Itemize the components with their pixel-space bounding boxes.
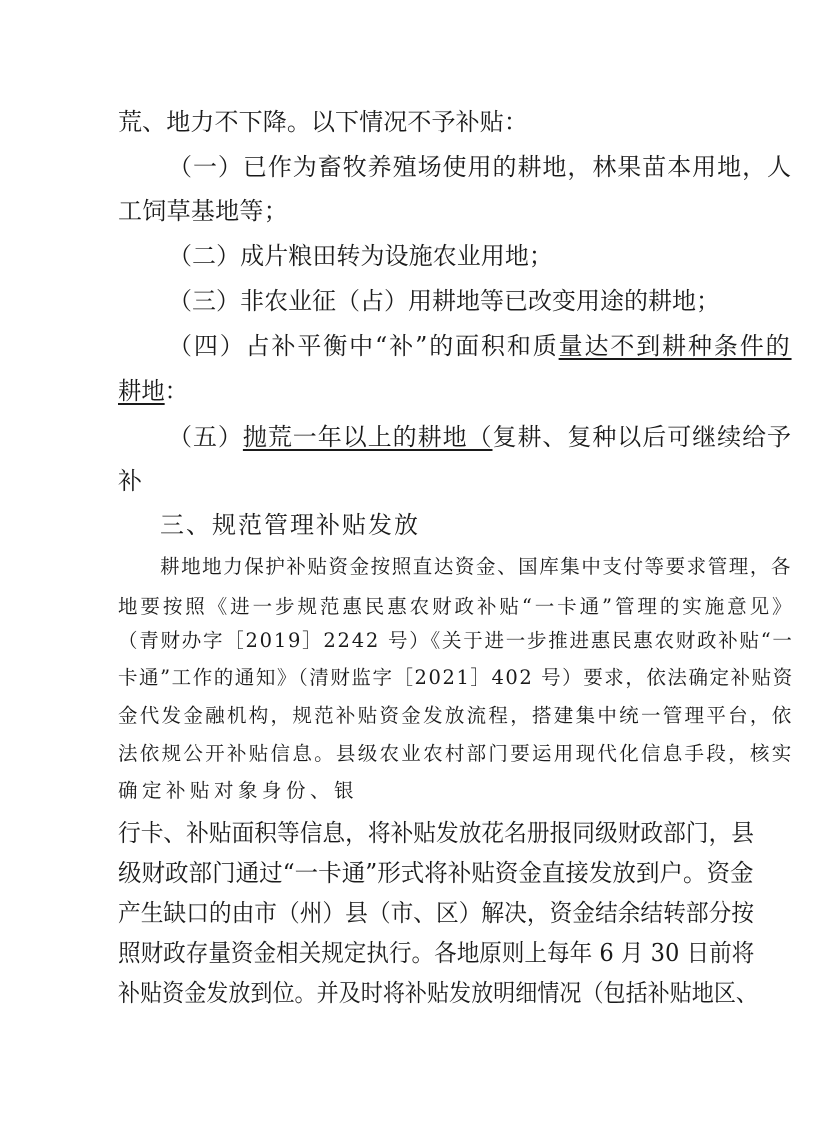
paragraph-line bbox=[118, 778, 358, 804]
text-segment: 耕地地力保护补贴资金按照直达资金、国库集中支付等要求管理，各 bbox=[160, 555, 793, 578]
text-segment: 三、规范管理补贴发放 bbox=[160, 511, 420, 539]
text-segment: 确定补贴对象身份、银 bbox=[118, 779, 359, 802]
paragraph-line bbox=[118, 741, 794, 767]
text-segment: 补贴资金发放到位。并及时将补贴发放明细情况（包括补贴地区、 bbox=[118, 979, 758, 1007]
text-segment: 照财政存量资金相关规定执行。各地原则上每年 6 月 30 日前将 bbox=[118, 939, 755, 967]
text-segment: ： bbox=[164, 377, 188, 405]
text-segment: （二）成片粮田转为设施农业用地； bbox=[168, 242, 553, 270]
paragraph-line bbox=[118, 938, 754, 968]
paragraph-line bbox=[118, 665, 794, 691]
paragraph-line bbox=[118, 858, 754, 888]
section-heading bbox=[160, 510, 420, 540]
text-segment: （青财办字［2019］2242 号）《关于进一步推进惠民惠农财政补贴“一 bbox=[118, 629, 794, 652]
list-item-line bbox=[168, 331, 792, 361]
paragraph-line bbox=[118, 594, 794, 620]
paragraph-line bbox=[118, 978, 758, 1008]
list-item-line bbox=[118, 196, 288, 226]
text-segment: 级财政部门通过“一卡通”形式将补贴资金直接发放到户。资金 bbox=[118, 859, 754, 887]
text-segment: 产生缺口的由市（州）县（市、区）解决，资金结余结转部分按 bbox=[118, 899, 754, 927]
paragraph-line bbox=[160, 554, 792, 580]
underlined-text: 抛荒一年以上的耕地（ bbox=[242, 423, 493, 451]
text-segment: （五） bbox=[168, 423, 243, 451]
list-item-line bbox=[168, 286, 720, 316]
list-item-line bbox=[168, 241, 553, 271]
paragraph-line bbox=[118, 818, 754, 848]
paragraph-line bbox=[118, 898, 754, 928]
paragraph-line bbox=[118, 628, 794, 654]
list-item-line bbox=[168, 152, 792, 182]
underlined-text: 耕地 bbox=[118, 377, 165, 405]
text-segment: 补 bbox=[118, 467, 142, 495]
text-segment: 荒、地力不下降。以下情况不予补贴： bbox=[118, 108, 528, 136]
text-segment: 工饲草基地等； bbox=[118, 197, 288, 225]
text-segment: （一）已作为畜牧养殖场使用的耕地，林果苗本用地，人 bbox=[168, 153, 792, 181]
paragraph-line bbox=[118, 107, 528, 137]
text-segment: 法依规公开补贴信息。县级农业农村部门要运用现代化信息手段，核实 bbox=[118, 742, 794, 765]
text-segment: （四）占补平衡中“补”的面积和质 bbox=[168, 332, 559, 360]
text-segment: （三）非农业征（占）用耕地等已改变用途的耕地； bbox=[168, 287, 720, 315]
text-segment: 地要按照《进一步规范惠民惠农财政补贴“一卡通”管理的实施意见》 bbox=[118, 595, 795, 618]
list-item-line bbox=[118, 466, 142, 496]
underlined-text: 量达不到耕种条件的 bbox=[558, 332, 792, 360]
text-segment: 行卡、补贴面积等信息，将补贴发放花名册报同级财政部门，县 bbox=[118, 819, 754, 847]
text-segment: 金代发金融机构，规范补贴资金发放流程，搭建集中统一管理平台，依 bbox=[118, 704, 794, 727]
list-item-line bbox=[168, 422, 792, 452]
text-segment: 卡通”工作的通知》（清财监字［2021］402 号）要求，依法确定补贴资 bbox=[118, 666, 794, 689]
list-item-line bbox=[118, 376, 188, 406]
paragraph-line bbox=[118, 703, 794, 729]
text-segment: 复耕、复种以后可继续给予 bbox=[492, 423, 793, 451]
